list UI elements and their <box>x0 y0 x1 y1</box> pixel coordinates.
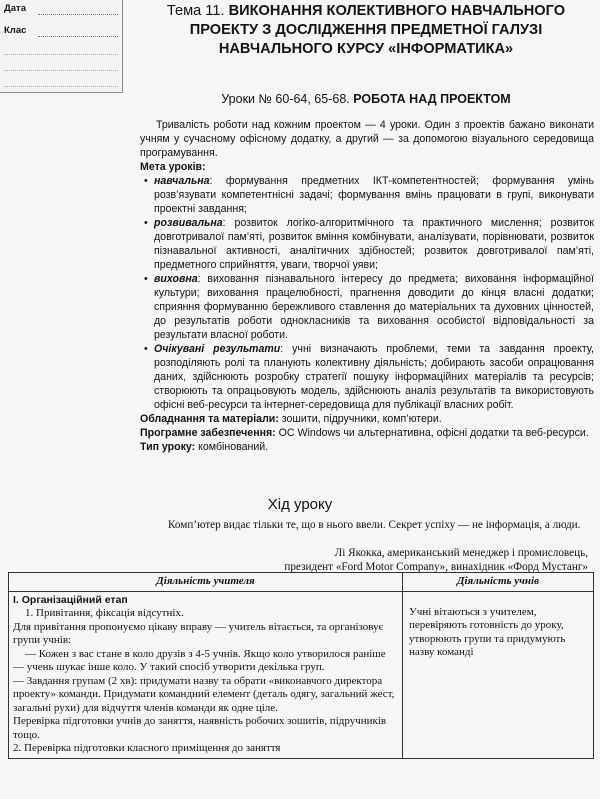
teacher-step: 1. Привітання, фіксація відсутніх. <box>25 607 184 619</box>
lesson-type-text: комбінований. <box>195 441 269 453</box>
goal-text: : формування предметних ІКТ-компетентностей; формування умінь розв’язувати компетентнісні задачі; формування вмінь працювати в групі, виконувати проектні завдання; <box>154 175 594 215</box>
epigraph-author <box>150 546 588 574</box>
goal-text: : учні визначають проблеми, теми та завдання проекту, розподіляють ролі та планують колективну діяльність; добирають засоби опрацювання даних, здійснюють розробку стратегії пошуку інформаційних матеріалів та ресурсів; створюють та опрацьовують модель, здійснюють аналіз результатів та використовують офісні веб-ресурси та інтернет-середовища для публікації власних робіт. <box>154 343 594 411</box>
goal-item <box>154 174 594 216</box>
teacher-step: Перевірка підготовки учнів до заняття, наявність робочих зошитів, підручників тощо. <box>13 715 387 741</box>
software-line <box>140 426 594 440</box>
blank-line <box>4 70 118 71</box>
title-line-3: НАВЧАЛЬНОГО КУРСУ «ІНФОРМАТИКА» <box>218 41 514 57</box>
goal-text: : розвиток логіко-алгоритмічного та практичного мислення; розвиток довготривалої пам’яті, розвиток вміння комбінувати, аналізувати, порівнювати, розвиток пізнавальної активності, аналітичних здібностей; розвиток довготривалої пам’яті, предметного сприйняття, уваги, творчої уяви; <box>154 217 594 271</box>
goal-term: навчальна <box>154 175 210 187</box>
blank-line <box>4 86 118 87</box>
lesson-type-line <box>140 440 594 454</box>
teacher-cell <box>9 591 403 758</box>
goal-term: розвивальна <box>154 217 223 229</box>
lessons-heading <box>136 92 596 106</box>
teacher-step: — Кожен з вас стане в коло друзів з 4-5 учнів. Якщо коло утворилося раніше — учень шукає інше коло. У такий спосіб утворити декілька груп. <box>13 647 386 673</box>
class-field-line <box>38 36 118 37</box>
epigraph-author-line-1: Лі Якокка, американський менеджер і промисловець, <box>334 547 588 559</box>
software-text: ОС Windows чи альтернативна, офісні додатки та веб-ресурси. <box>275 427 589 439</box>
software-label: Програмне забезпечення: <box>140 427 276 439</box>
goals-label: Мета уроків: <box>140 161 206 173</box>
epigraph-author-line-2: президент «Ford Motor Company», винахідник «Форд Мустанг» <box>284 561 588 573</box>
teacher-step: 2. Перевірка підготовки класного приміщення до заняття <box>13 742 281 754</box>
goals-block <box>140 160 594 454</box>
teacher-step: — Завдання групам (2 хв): придумати назву та обрати «виконавчого директора проекту» команди. Придумати командний елемент (деталь одягу, загальний жест, загальні рухи) для відчуття членів команди як одне ціле. <box>13 674 395 714</box>
lesson-name: РОБОТА НАД ПРОЕКТОМ <box>353 92 511 106</box>
goal-term: виховна <box>154 273 198 285</box>
students-cell: Учні вітаються з учителем, перевіряють готовність до уроку, утворюють групи та придумують назву команді <box>403 591 594 758</box>
table-header-row <box>9 573 594 592</box>
goals-list <box>140 174 594 412</box>
materials-line <box>140 412 594 426</box>
goal-item <box>154 216 594 272</box>
blank-line <box>4 54 118 55</box>
goal-term: Очікувані результати <box>154 343 281 355</box>
topic-prefix: Тема 11. <box>166 3 225 19</box>
teacher-step: Для привітання пропонуємо цікаву вправу — учитель вітається, та організовує групи учнів: <box>13 620 384 646</box>
class-label: Клас <box>4 25 27 36</box>
materials-label: Обладнання та матеріали: <box>140 413 279 425</box>
topic-title <box>136 2 596 59</box>
materials-text: зошити, підручники, комп’ютери. <box>278 413 442 425</box>
date-label: Дата <box>4 3 26 14</box>
activity-table <box>8 572 594 759</box>
intro-paragraph: Тривалість роботи над кожним проектом — 4 уроки. Один з проектів бажано виконати учням у сучасному офісному додатку, а другий — за допомогою візуального середовища програмування. <box>140 119 594 159</box>
epigraph-quote: Комп’ютер видає тільки те, що в нього ввели. Секрет успіху — не інформація, а люди. <box>168 519 581 531</box>
date-class-box <box>0 0 123 93</box>
goal-item <box>154 272 594 342</box>
table-row <box>9 591 594 758</box>
lesson-numbers: Уроки № 60-64, 65-68. <box>221 92 350 106</box>
teacher-column-header: Діяльність учителя <box>9 573 403 592</box>
goal-item <box>154 342 594 412</box>
goal-text: : виховання пізнавального інтересу до предмета; виховання інформаційної культури; виховання працелюбності, прагнення доводити до кінця власні додатки; сприяння формуванню бережливого ставлення до матеріальних та духовних цінностей, до результатів роботи однокласників та виховання особистої відповідальності за результати власної роботи. <box>154 273 594 341</box>
section-title: Хід уроку <box>267 496 333 513</box>
title-line-2: ПРОЕКТУ З ДОСЛІДЖЕННЯ ПРЕДМЕТНОЇ ГАЛУЗІ <box>189 22 543 38</box>
stage-title: I. Організаційний етап <box>13 593 128 606</box>
students-column-header: Діяльність учнів <box>403 573 594 592</box>
title-line-1: ВИКОНАННЯ КОЛЕКТИВНОГО НАВЧАЛЬНОГО <box>228 3 566 19</box>
lesson-type-label: Тип уроку: <box>140 441 196 453</box>
date-field-line <box>38 14 118 15</box>
